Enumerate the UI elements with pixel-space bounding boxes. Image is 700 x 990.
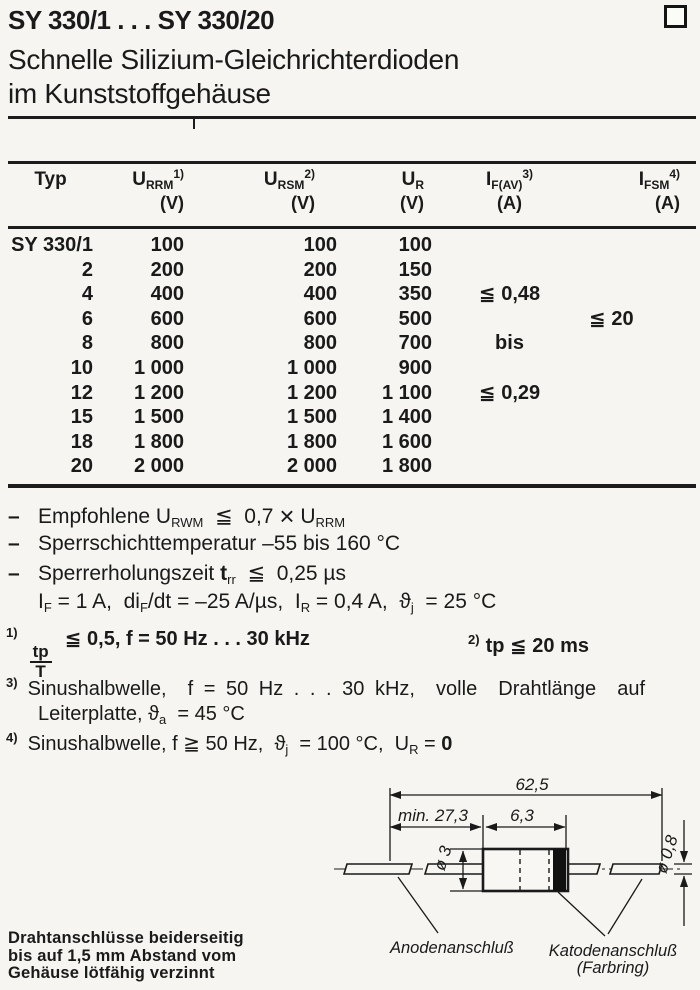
anode-label: Anodenanschluß [390,939,514,957]
dim-lead-label: min. 27,3 [398,806,468,825]
cathode-color-band [553,849,566,891]
registration-tick [193,119,195,129]
table-row: 10 1 000 1 000 900 [70,356,432,379]
table-bottom-rule [8,484,696,488]
solder-note-line-3: Gehäuse lötfähig verzinnt [8,964,215,982]
table-top-rule [8,161,696,164]
table-header-rule [8,226,696,229]
note-junction-temperature: – Sperrschichttemperatur –55 bis 160 °C [8,532,401,555]
cathode-label-farbring: (Farbring) [576,959,650,977]
dim-body-dia-label: ø 3 [429,843,456,873]
solder-note-line-2: bis auf 1,5 mm Abstand vom [8,946,237,965]
note-reverse-recovery: – Sperrerholungszeit trr ≦ 0,25 µs [8,562,347,587]
table-row: 4 400 400 350 ≦ 0,48 [81,283,541,306]
table-row: 12 1 200 1 200 1 100 ≦ 0,29 [70,381,541,404]
column-header-urrm: $U_{RRM}^{1)}$ (V) [132,167,184,213]
corner-square-mark [664,5,687,28]
page-subtitle [8,43,459,111]
column-header-ur: $U_R$ (V) [400,169,424,213]
cathode-leader-line-right [608,879,642,934]
column-header-ursm: $U_{RSM}^{2)}$ (V) [263,167,315,213]
footnote-1: $^{1)}$ $\frac{tp}{T}$ ≦ 0,5, f = 50 Hz . . . 30 kHz [6,625,310,682]
dim-total-label: 62,5 [515,775,549,794]
subtitle-line-2: im Kunststoffgehäuse [8,78,271,109]
page-title: SY 330/1 . . . SY 330/20 [8,5,275,35]
cathode-label: Katodenanschluß [548,942,678,960]
anode-leader-line [398,877,438,933]
solder-note-line-1: Drahtanschlüsse beiderseitig [8,929,244,947]
footnote-3-line-1: $^{3)}$ Sinushalbwelle, f = 50 Hz . . . 30 kHz, volle Drahtlänge auf [6,675,646,700]
header-rule [8,116,696,119]
note-test-conditions: IF = 1 A, diF/dt = –25 A/µs, IR = 0,4 A, ϑj = 25 °C [38,590,497,615]
table-row: 20 2 000 2 000 1 800 [70,455,432,478]
footnote-4: $^{4)}$ Sinushalbwelle, f ≧ 50 Hz, $ϑ_j = 100$ °C, $U_R = 0$ [6,730,453,757]
note-recommended-urwm: – Empfohlene URWM ≦ 0,7 × URRM [8,501,346,531]
footnote-2: $^{2)}$ tp ≦ 20 ms [468,632,590,657]
anode-lead [344,864,412,874]
table-row: 6 600 600 500 ≦ 20 [81,307,634,330]
solder-note [8,930,244,983]
column-header-typ: Typ [34,169,67,190]
cathode-leader-line-left [558,892,605,936]
table-row: 15 1 500 1 500 1 400 [70,406,432,429]
subtitle-line-1: Schnelle Silizium-Gleichrichterdioden [8,44,460,75]
table-row: 18 1 800 1 800 1 600 [70,430,432,453]
table-row: 2 200 200 150 [81,258,432,281]
footnote-3-line-2: Leiterplatte, $ϑ_a = 45$ °C [38,703,245,727]
table-header-row [8,169,696,214]
table-row: 8 800 800 700 bis [81,332,524,355]
table-body [0,233,700,479]
dim-lead-dia-label: ø 0,8 [651,832,682,876]
column-header-ifsm: $I_{FSM}^{4)}$ (A) [638,167,680,213]
dim-body-label: 6,3 [510,806,534,825]
column-header-ifav: $I_{F(AV)}^{3)}$ (A) [485,167,534,213]
cathode-lead-inner [568,864,600,874]
table-row: SY 330/1 100 100 100 [11,234,432,256]
package-outline-diagram [332,768,700,986]
